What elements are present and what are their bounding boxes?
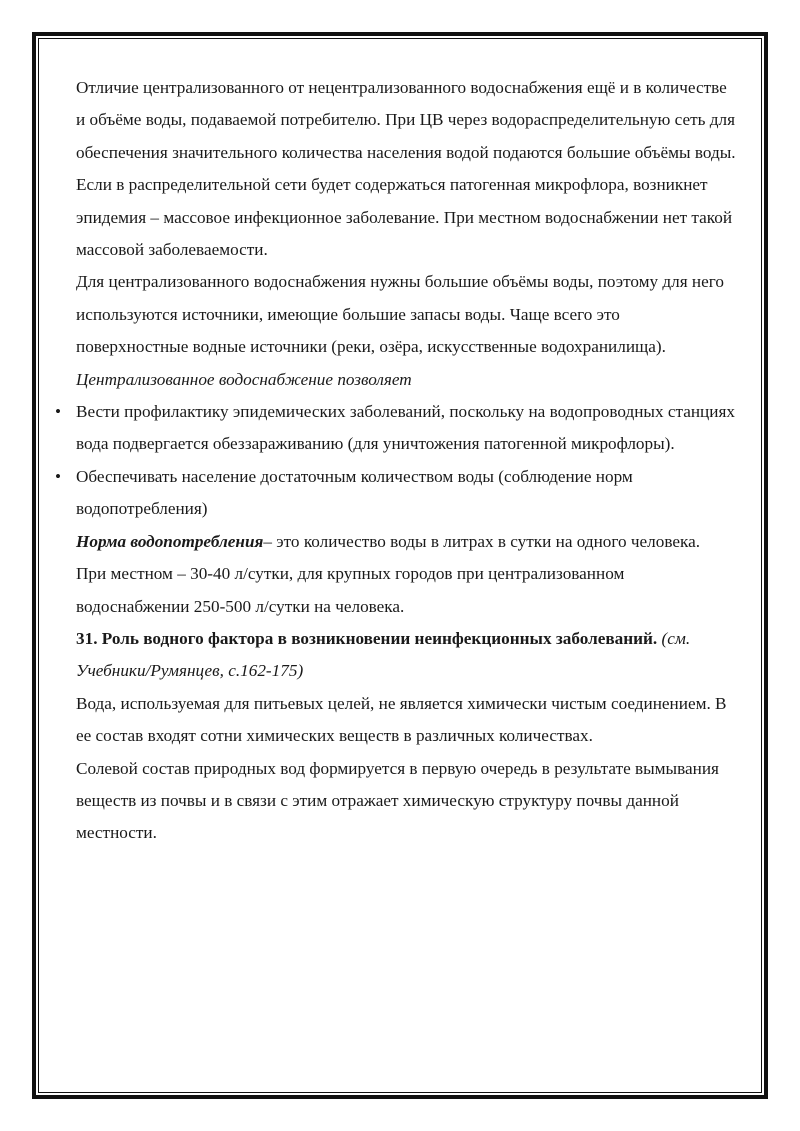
document-body	[54, 72, 736, 850]
paragraph-salt-composition: Солевой состав природных вод формируется в первую очередь в результате вымывания веществ из почвы и в связи с этим отражает химическую структуру почвы данной местности.	[76, 758, 719, 843]
list-item-text: Обеспечивать население достаточным количеством воды (соблюдение норм водопотребления)	[76, 466, 633, 519]
list-item	[54, 461, 736, 526]
section-31-heading	[76, 623, 736, 688]
norm-definition-text: – это количество воды в литрах в сутки на одного человека.	[263, 531, 701, 551]
paragraph-central-vs-local: Отличие централизованного от нецентрализованного водоснабжения ещё и в количестве и объёме воды, подаваемой потребителю. При ЦВ через водораспределительную сеть для обеспечения значительного количества населения водой подаются большие объёмы воды. Если в распределительной сети будет содержаться патогенная микрофлора, возникнет эпидемия – массовое инфекционное заболевание. При местном водоснабжении нет такой массовой заболеваемости.	[76, 78, 736, 260]
advantages-list	[54, 396, 736, 526]
paragraph-allows-heading: Централизованное водоснабжение позволяет	[76, 369, 412, 389]
section-31-title: 31. Роль водного фактора в возникновении неинфекционных заболеваний.	[76, 628, 658, 648]
bullet-marker: •	[54, 402, 62, 422]
paragraph-volume-sources: Для централизованного водоснабжения нужны большие объёмы воды, поэтому для него используются источники, имеющие большие запасы воды. Чаще всего это поверхностные водные источники (реки, озёра, искусственные водохранилища).	[76, 272, 724, 357]
paragraph-water-composition: Вода, используемая для питьевых целей, не является химически чистым соединением. В ее состав входят сотни химических веществ в различных количествах.	[76, 693, 727, 746]
list-item-text: Вести профилактику эпидемических заболеваний, поскольку на водопроводных станциях вода подвергается обеззараживанию (для уничтожения патогенной микрофлоры).	[76, 402, 735, 454]
paragraph-consumption-rates: При местном – 30-40 л/сутки, для крупных городов при централизованном водоснабжении 250-500 л/сутки на человека.	[76, 564, 625, 616]
paragraph-norm-definition	[76, 526, 736, 558]
list-item	[54, 396, 736, 461]
section-31-reference: (см. Учебники/Румянцев, с.162-175)	[76, 628, 691, 681]
bullet-marker: •	[54, 466, 62, 486]
norm-term: Норма водопотребления	[76, 531, 264, 551]
